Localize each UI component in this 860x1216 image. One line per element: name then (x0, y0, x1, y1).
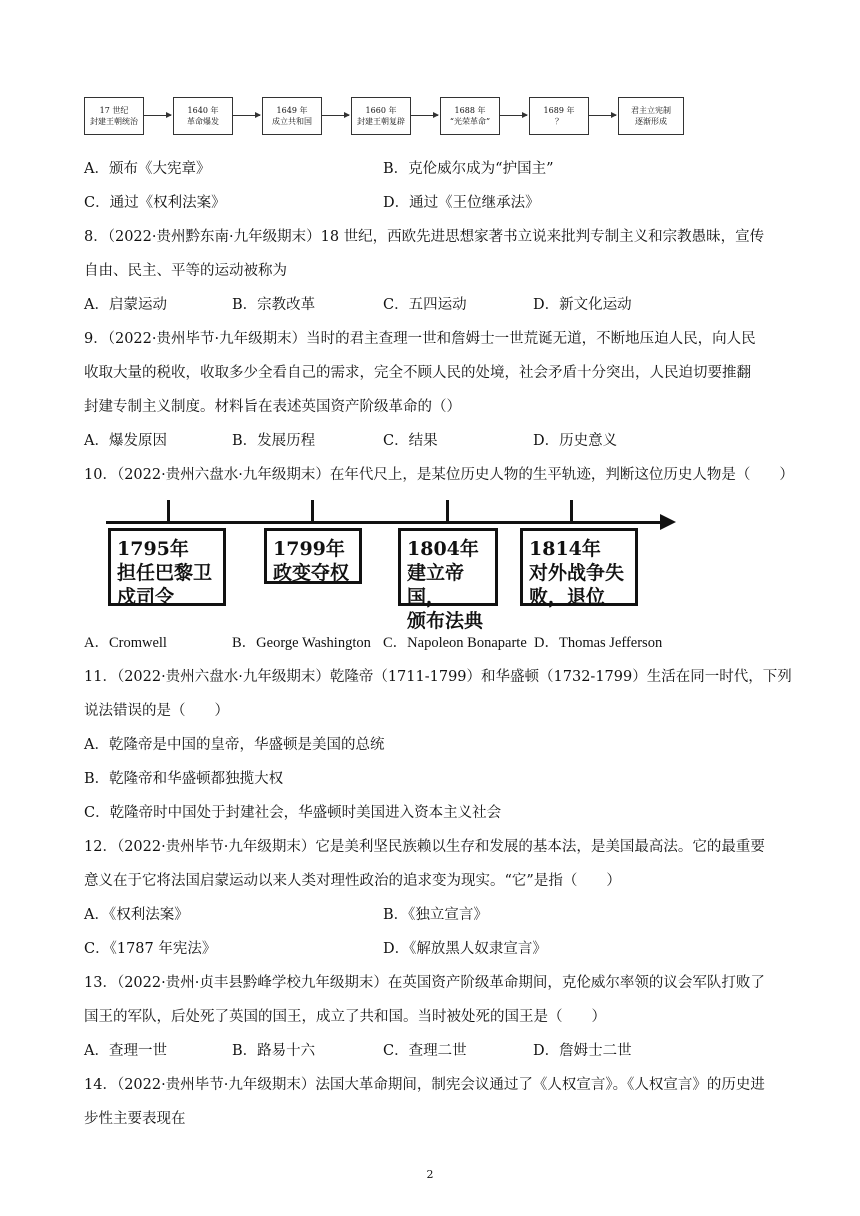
timeline-tick (446, 500, 449, 522)
timeline-tick (311, 500, 314, 522)
question-11-stem: 11．（2022·贵州六盘水·九年级期末）乾隆帝（1711-1799）和华盛顿（1732-1799）生活在同一时代，下列 (84, 669, 792, 685)
option-c[interactable]: C．乾隆帝时中国处于封建社会，华盛顿时美国进入资本主义社会 (84, 805, 502, 821)
option-b[interactable]: B．发展历程 (232, 433, 316, 449)
timeline-event: 1799年 政变夺权 (264, 528, 362, 584)
flowchart-step: 1660 年 封建王朝复辟 (351, 97, 411, 135)
question-11-stem-cont: 说法错误的是（ ） (84, 703, 229, 719)
flowchart-step: 17 世纪 封建王朝统治 (84, 97, 144, 135)
question-10-stem: 10．（2022·贵州六盘水·九年级期末）在年代尺上，是某位历史人物的生平轨迹，判断这位历史人物是（ ） (84, 467, 794, 483)
timeline-tick (570, 500, 573, 522)
timeline-axis (106, 521, 666, 524)
option-b[interactable]: B．克伦威尔成为“护国主” (383, 161, 554, 177)
option-d[interactable]: D．Thomas Jefferson (534, 635, 663, 651)
option-b[interactable]: B．George Washington (232, 635, 371, 651)
question-14-stem-cont: 步性主要表现在 (84, 1111, 186, 1127)
option-c[interactable]: C．结果 (383, 433, 438, 449)
question-14-stem: 14．（2022·贵州毕节·九年级期末）法国大革命期间，制宪会议通过了《人权宣言》。《人权宣言》的历史进 (84, 1077, 765, 1093)
question-13-stem-cont: 国王的军队，后处死了英国的国王，成立了共和国。当时被处死的国王是（ ） (84, 1009, 606, 1025)
option-c[interactable]: C．查理二世 (383, 1043, 467, 1059)
arrow-icon (588, 115, 616, 116)
question-12-stem-cont: 意义在于它将法国启蒙运动以来人类对理性政治的追求变为现实。“它”是指（ ） (84, 873, 621, 889)
option-c[interactable]: C．Napoleon Bonaparte (383, 635, 527, 651)
arrow-icon (232, 115, 260, 116)
option-d[interactable]: D．新文化运动 (533, 297, 632, 313)
question-9-stem: 9．（2022·贵州毕节·九年级期末）当时的君主查理一世和詹姆士一世荒诞无道，不断地压迫人民，向人民 (84, 331, 756, 347)
option-b[interactable]: B．乾隆帝和华盛顿都独揽大权 (84, 771, 284, 787)
arrow-icon (499, 115, 527, 116)
flowchart-step: 1688 年 “光荣革命” (440, 97, 500, 135)
option-d[interactable]: D．《解放黑人奴隶宣言》 (383, 941, 547, 957)
option-d[interactable]: D．历史意义 (533, 433, 618, 449)
timeline-tick (167, 500, 170, 522)
flowchart-step: 1640 年 革命爆发 (173, 97, 233, 135)
question-9-stem-cont: 封建专制主义制度。材料旨在表述英国资产阶级革命的（） (84, 399, 461, 415)
flowchart-step: 1689 年 ？ (529, 97, 589, 135)
option-b[interactable]: B．路易十六 (232, 1043, 316, 1059)
page-number: 2 (426, 1168, 434, 1181)
timeline-event: 1804年 建立帝国， 颁布法典 (398, 528, 498, 606)
option-c[interactable]: C．五四运动 (383, 297, 467, 313)
option-a[interactable]: A．颁布《大宪章》 (84, 161, 211, 177)
question-8-stem-cont: 自由、民主、平等的运动被称为 (84, 263, 287, 279)
option-a[interactable]: A．爆发原因 (84, 433, 167, 449)
arrow-icon (321, 115, 349, 116)
question-12-stem: 12．（2022·贵州毕节·九年级期末）它是美利坚民族赖以生存和发展的基本法，是美国最高法。它的最重要 (84, 839, 765, 855)
arrow-icon (410, 115, 438, 116)
timeline-event: 1814年 对外战争失 败，退位 (520, 528, 638, 606)
option-d[interactable]: D．通过《王位继承法》 (383, 195, 540, 211)
option-b[interactable]: B．宗教改革 (232, 297, 316, 313)
option-a[interactable]: A．查理一世 (84, 1043, 167, 1059)
question-8-stem: 8．（2022·贵州黔东南·九年级期末）18 世纪，西欧先进思想家著书立说来批判专制主义和宗教愚昧，宣传 (84, 229, 765, 245)
option-b[interactable]: B．《独立宣言》 (383, 907, 488, 923)
option-c[interactable]: C．《1787 年宪法》 (84, 941, 217, 957)
option-c[interactable]: C．通过《权利法案》 (84, 195, 226, 211)
question-9-stem-cont: 收取大量的税收，收取多少全看自己的需求，完全不顾人民的处境，社会矛盾十分突出，人民迫切要推翻 (84, 365, 751, 381)
option-a[interactable]: A．Cromwell (84, 635, 167, 651)
question-13-stem: 13．（2022·贵州·贞丰县黔峰学校九年级期末）在英国资产阶级革命期间，克伦威尔率领的议会军队打败了 (84, 975, 765, 991)
arrow-head-icon (660, 514, 676, 530)
flowchart-step: 君主立宪制 逐渐形成 (618, 97, 684, 135)
option-d[interactable]: D．詹姆士二世 (533, 1043, 632, 1059)
flowchart-step: 1649 年 成立共和国 (262, 97, 322, 135)
timeline (100, 496, 680, 632)
option-a[interactable]: A．乾隆帝是中国的皇帝，华盛顿是美国的总统 (84, 737, 385, 753)
option-a[interactable]: A．启蒙运动 (84, 297, 167, 313)
arrow-icon (143, 115, 171, 116)
option-a[interactable]: A．《权利法案》 (84, 907, 189, 923)
timeline-event: 1795年 担任巴黎卫 戍司令 (108, 528, 226, 606)
